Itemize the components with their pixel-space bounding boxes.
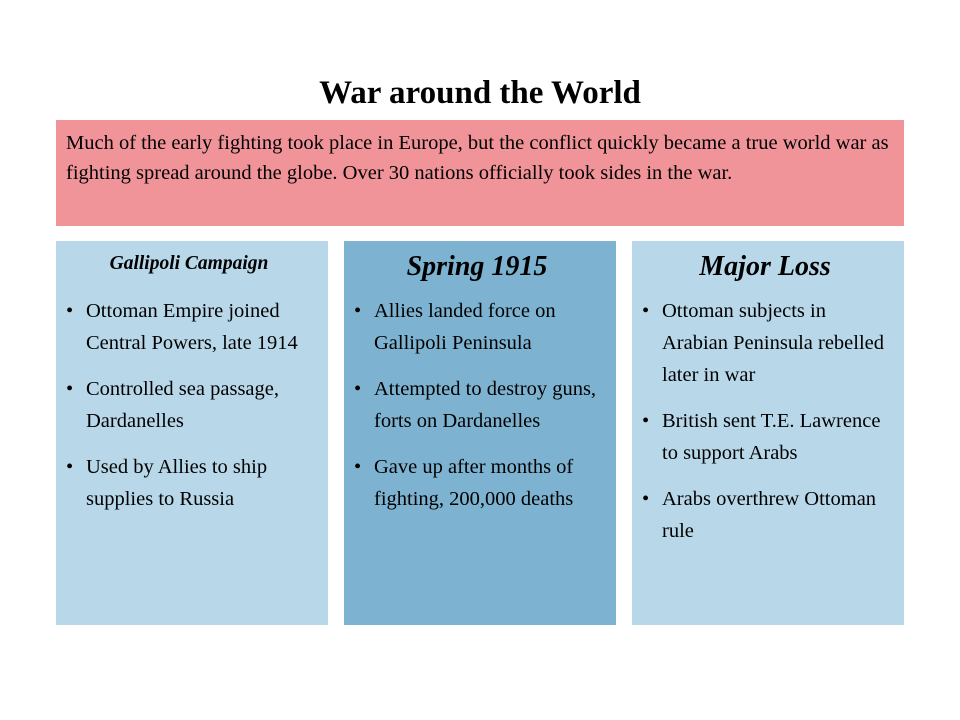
column-heading: Gallipoli Campaign: [109, 253, 269, 274]
bullet-list: [640, 295, 890, 547]
bullet-icon: •: [642, 410, 650, 432]
list-item-text: Arabs overthrew Ottoman rule: [662, 488, 877, 542]
bullet-icon: •: [66, 300, 74, 322]
list-item-text: Used by Allies to ship supplies to Russia: [86, 456, 268, 510]
bullet-icon: •: [354, 300, 362, 322]
list-item-text: Ottoman Empire joined Central Powers, late 1914: [86, 300, 298, 354]
list-item-text: Allies landed force on Gallipoli Peninsula: [374, 300, 556, 354]
slide-title: War around the World: [319, 75, 641, 111]
bullet-icon: •: [642, 300, 650, 322]
column-spring-1915: [344, 241, 616, 625]
list-item-text: Ottoman subjects in Arabian Peninsula rebelled later in war: [662, 300, 885, 386]
bullet-icon: •: [642, 488, 650, 510]
column-gallipoli-campaign: [56, 241, 328, 625]
list-item: [352, 295, 602, 359]
intro-text: Much of the early fighting took place in Europe, but the conflict quickly became a true world war as fighting spread around the globe. Over 30 nations officially took sides in the war.: [66, 132, 889, 184]
list-item-text: British sent T.E. Lawrence to support Arabs: [662, 410, 881, 464]
bullet-icon: •: [66, 456, 74, 478]
list-item: [352, 451, 602, 515]
bullet-icon: •: [354, 456, 362, 478]
list-item: [64, 295, 314, 359]
bullet-icon: •: [66, 378, 74, 400]
list-item: [640, 483, 890, 547]
column-heading: Major Loss: [699, 251, 831, 282]
list-item: [64, 451, 314, 515]
bullet-list: [64, 295, 314, 515]
list-item-text: Attempted to destroy guns, forts on Dardanelles: [374, 378, 597, 432]
bullet-icon: •: [354, 378, 362, 400]
list-item: [352, 373, 602, 437]
list-item: [64, 373, 314, 437]
list-item-text: Controlled sea passage, Dardanelles: [86, 378, 279, 432]
intro-box: [56, 120, 904, 226]
column-major-loss: [632, 241, 904, 625]
column-heading: Spring 1915: [406, 251, 548, 282]
list-item: [640, 405, 890, 469]
list-item: [640, 295, 890, 391]
list-item-text: Gave up after months of fighting, 200,000 deaths: [374, 456, 574, 510]
bullet-list: [352, 295, 602, 515]
